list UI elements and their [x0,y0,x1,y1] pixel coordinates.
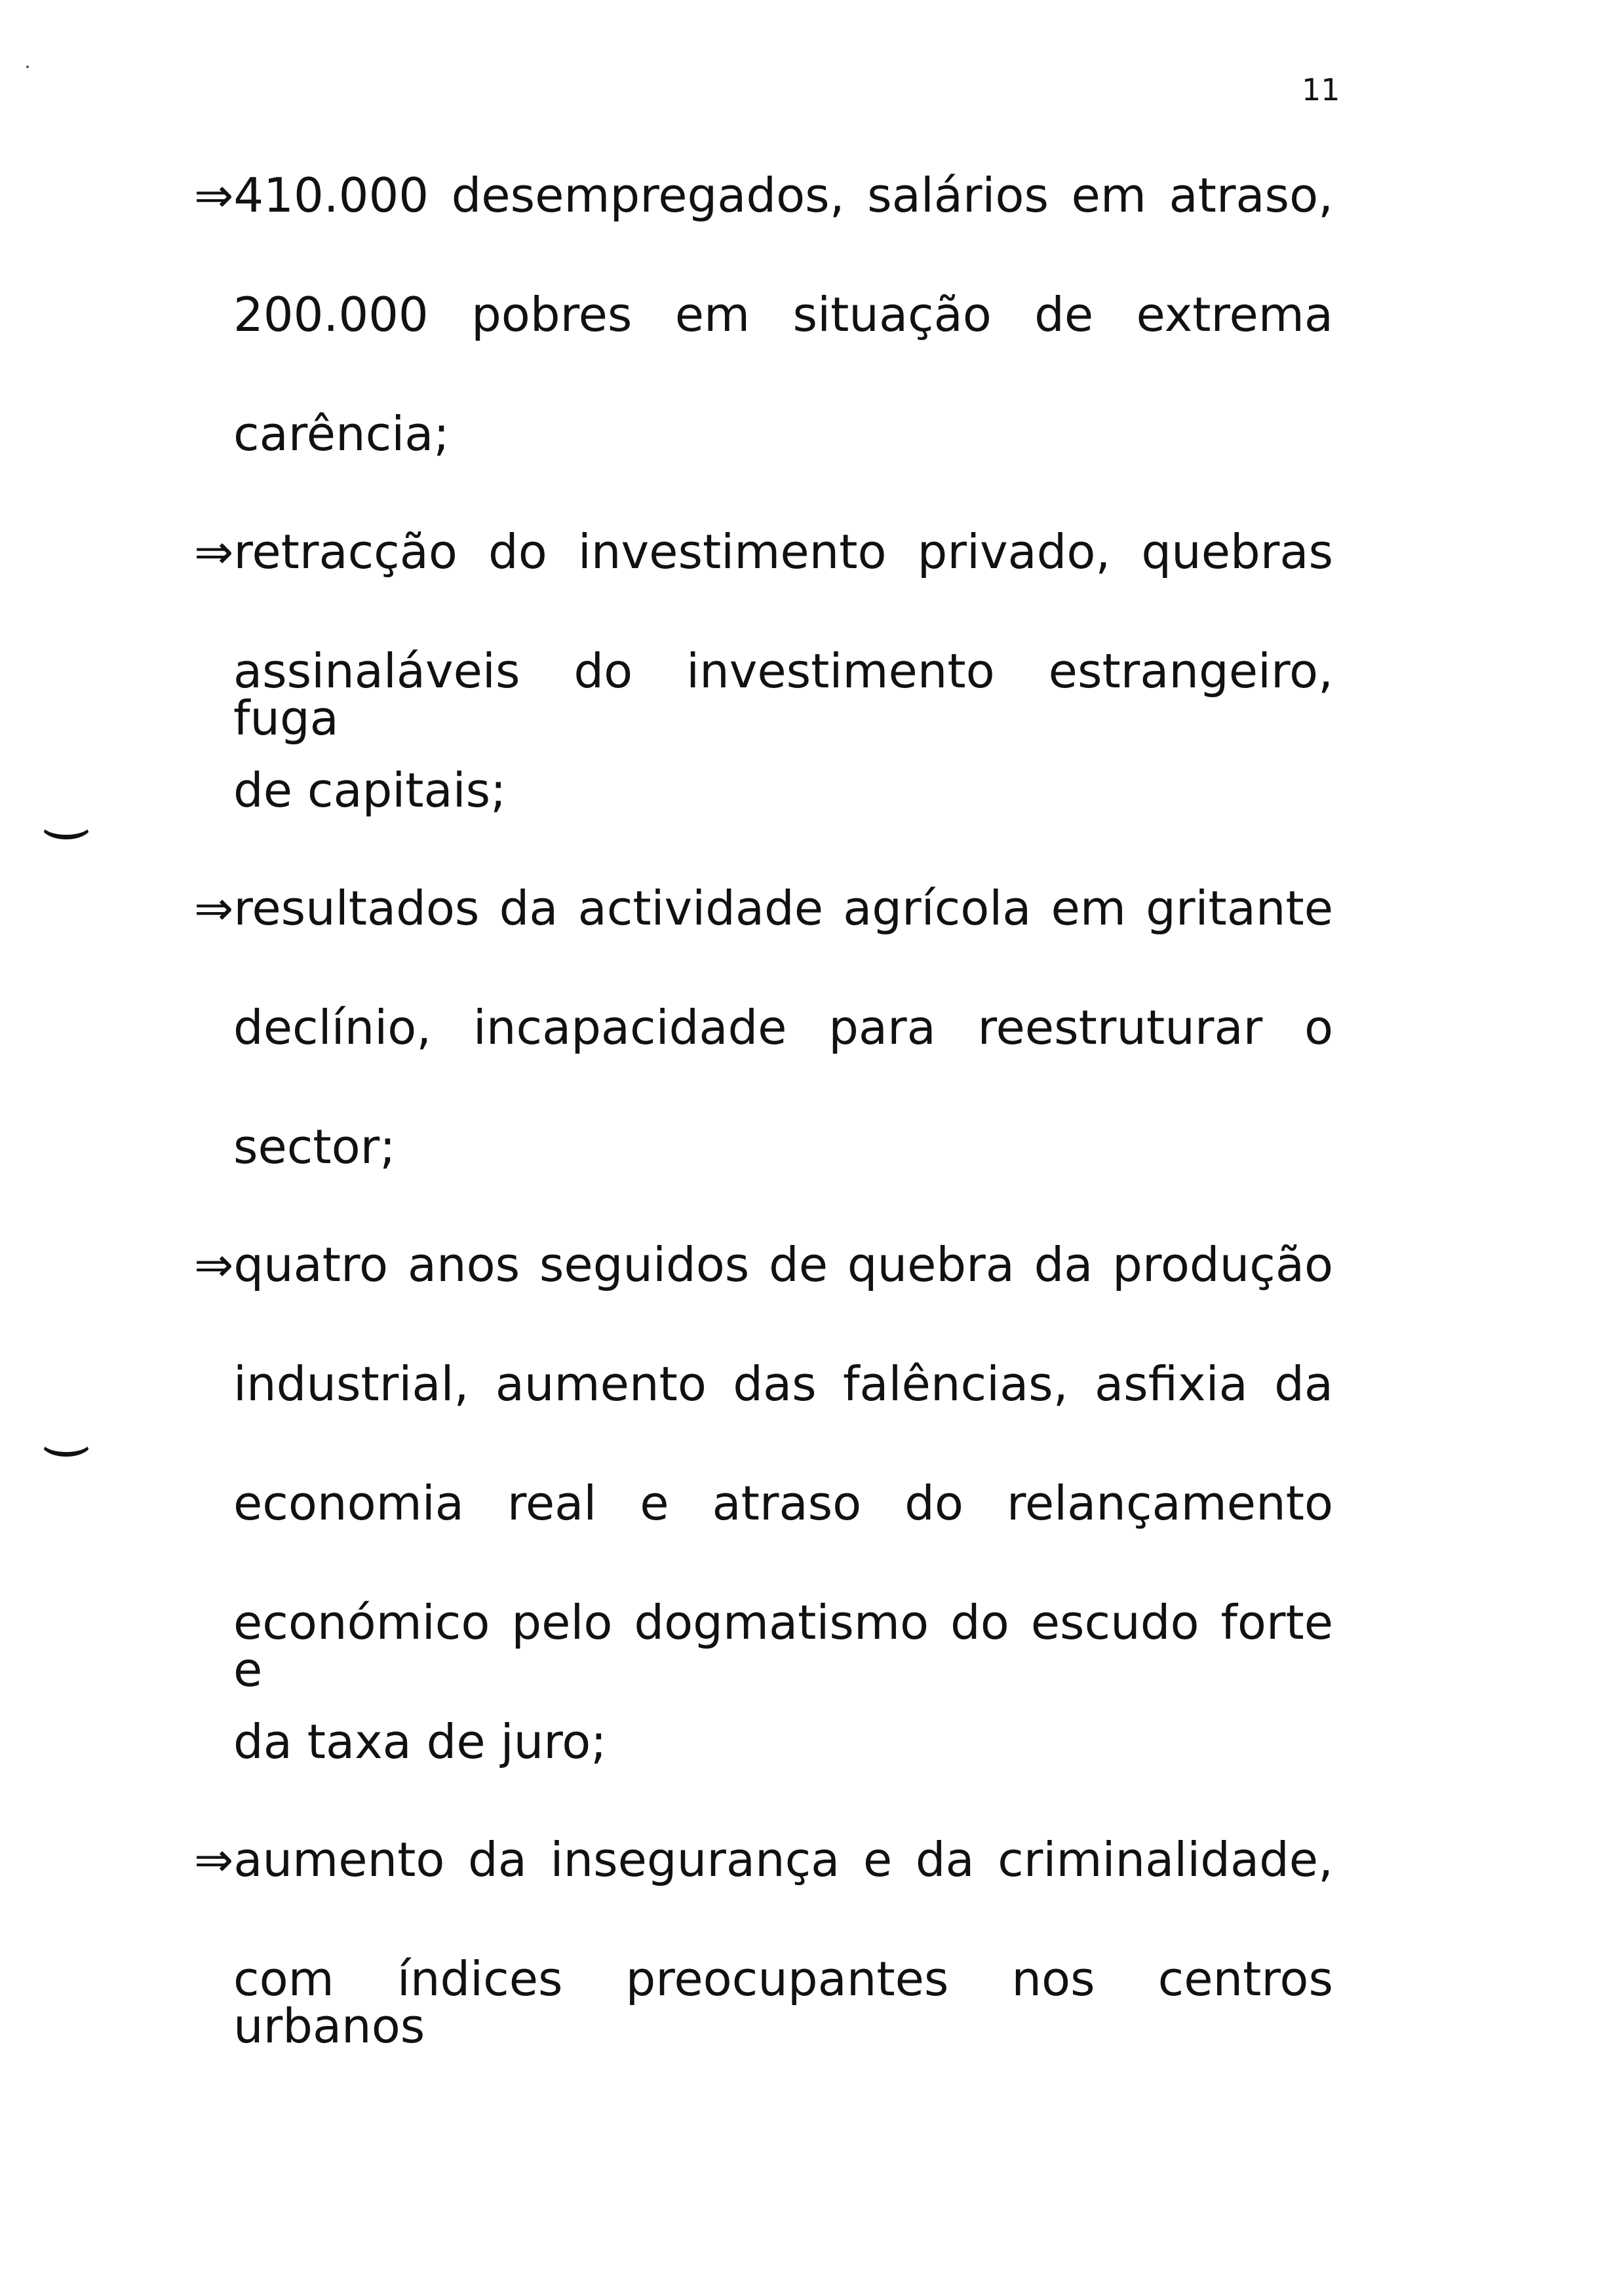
continuation-line: economia real e atraso do relançamento [233,1476,1333,1531]
bullet-line [194,881,1333,936]
line-text: quatro anos seguidos de quebra da produção [233,1237,1333,1292]
margin-mark-icon [41,811,92,839]
continuation-line: assinaláveis do investimento estrangeiro, fuga [233,643,1333,746]
continuation-line: sector; [233,1119,396,1174]
continuation-line: económico pelo dogmatismo do escudo forte e [233,1595,1333,1697]
continuation-line: de capitais; [233,763,507,818]
arrow-icon: ⇒ [194,524,234,579]
continuation-line: com índices preocupantes nos centros urbanos [233,1951,1333,2054]
page-number: 11 [1302,72,1340,107]
continuation-line: carência; [233,406,450,461]
continuation-line: declínio, incapacidade para reestruturar o [233,1000,1333,1055]
line-text: 410.000 desempregados, salários em atraso, [233,168,1333,223]
bullet-line [194,1832,1333,1887]
bullet-line [194,524,1333,579]
bullet-line [194,1237,1333,1292]
continuation-line: da taxa de juro; [233,1714,607,1769]
arrow-icon: ⇒ [194,881,234,936]
bullet-line [194,168,1333,223]
margin-mark-icon [41,1428,92,1457]
line-text: aumento da insegurança e da criminalidade, [233,1832,1333,1887]
continuation-line: industrial, aumento das falências, asfixia da [233,1356,1333,1411]
arrow-icon: ⇒ [194,1832,234,1887]
arrow-icon: ⇒ [194,168,234,223]
continuation-line: 200.000 pobres em situação de extrema [233,287,1333,342]
line-text: retracção do investimento privado, quebras [233,524,1333,579]
line-text: resultados da actividade agrícola em gritante [233,881,1333,936]
scan-speck [26,66,29,68]
arrow-icon: ⇒ [194,1237,234,1292]
